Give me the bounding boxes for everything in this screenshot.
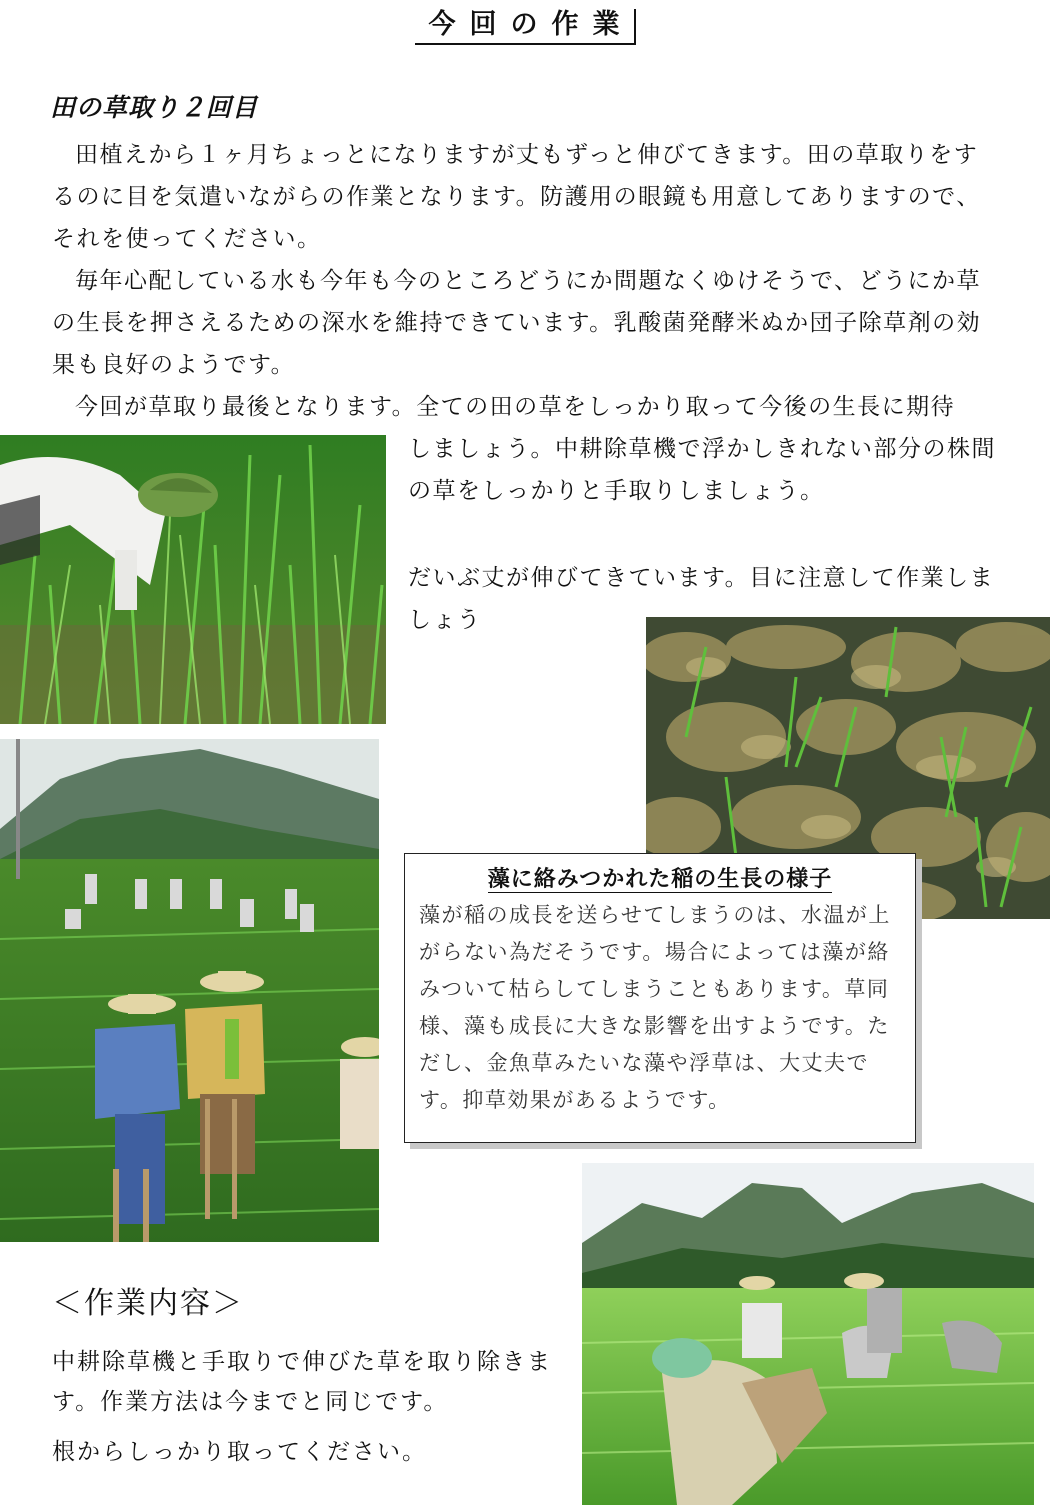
photo-group-weeding [0, 739, 379, 1242]
photo-paddy-mountains [582, 1163, 1034, 1505]
page-title: 今回の作業 [0, 2, 1050, 41]
article-heading: 田の草取り２回目 [50, 93, 259, 122]
work-line-2: 根からしっかり取ってください。 [52, 1439, 427, 1465]
work-section-body [52, 1342, 572, 1482]
photo-caption-box [404, 853, 916, 1143]
work-line-1: 中耕除草機と手取りで伸びた草を取り除きます。作業方法は今までと同じです。 [52, 1349, 552, 1415]
paragraph-1: 田植えから１ヶ月ちょっとになりますが丈もずっと伸びてきます。田の草取りをするのに目を気遣いながらの作業となります。防護用の眼鏡も用意してありますので、それを使ってください。 [52, 142, 981, 252]
caption-text: 藻が稲の成長を送らせてしまうのは、水温が上がらない為だそうです。場合によっては藻が絡みついて枯らしてしまうこともあります。草同様、藻も成長に大きな影響を出すようです。ただし、金魚草みたいな藻や浮草は、大丈夫です。抑草効果があるようです。 [419, 903, 891, 1112]
article-body [52, 134, 997, 428]
photo-hand-weeding [0, 435, 386, 724]
work-section-heading: ＜作業内容＞ [52, 1286, 244, 1321]
paragraph-4: だいぶ丈が伸びてきています。目に注意して作業しましょう [408, 565, 995, 633]
paragraph-3a: 今回が草取り最後となります。全ての田の草をしっかり取って今後の生長に期待 [75, 394, 956, 420]
paragraph-3b: しましょう。中耕除草機で浮かしきれない部分の株間の草をしっかりと手取りしましょう。 [408, 436, 996, 504]
paragraph-3-continued [408, 428, 1000, 512]
caption-title: 藻に絡みつかれた稲の生長の様子 [487, 866, 833, 892]
paragraph-2: 毎年心配している水も今年も今のところどうにか問題なくゆけそうで、どうにか草の生長を押さえるための深水を維持できています。乳酸菌発酵米ぬか団子除草剤の効果も良好のようです。 [52, 268, 982, 378]
